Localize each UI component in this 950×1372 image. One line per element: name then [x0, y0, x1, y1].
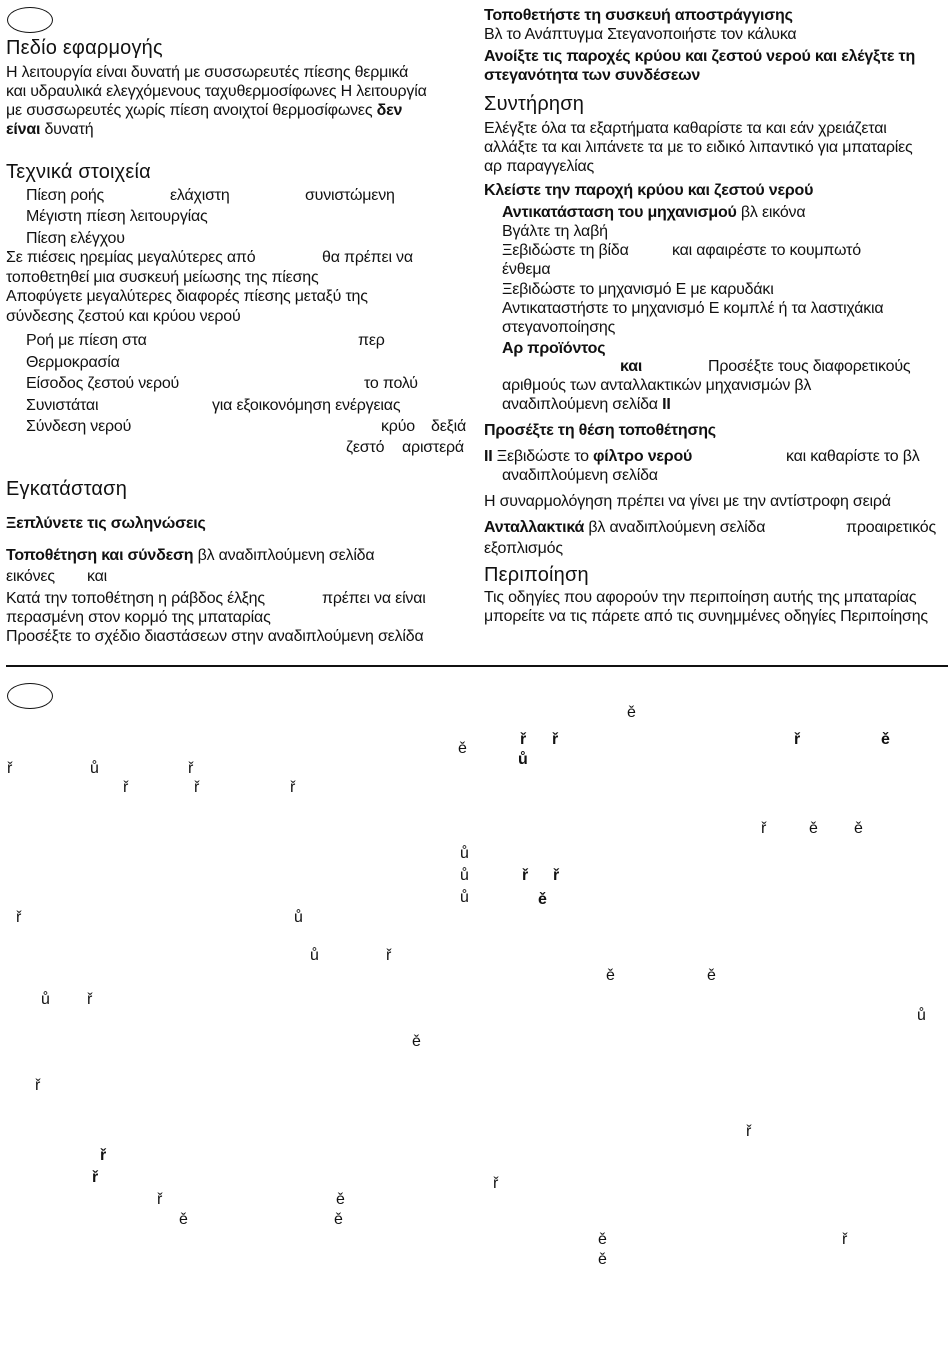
drain-line-2: Βλ το Ανάπτυγμα Στεγανοποιήστε τον κάλυκα: [484, 26, 797, 43]
static-pressure-text: Σε πιέσεις ηρεμίας μεγαλύτερες από: [6, 249, 256, 266]
glyph: ě: [881, 731, 890, 748]
static-pressure-text-b: θα πρέπει να: [322, 249, 413, 266]
connection-label: Σύνδεση νερού: [26, 418, 132, 435]
screw-line-1b: και αφαιρέστε το κουμπωτό: [672, 242, 861, 259]
replace-mech-1: Αντικαταστήστε το μηχανισμό Ε κομπλέ ή τα λαστιχάκια: [502, 300, 884, 317]
scope-line-1: Η λειτουργία είναι δυνατή με συσσωρευτές πίεσης θερμικά: [6, 64, 409, 81]
glyph: ř: [520, 731, 527, 748]
position-note: Προσέξτε τη θέση τοποθέτησης: [484, 422, 716, 439]
glyph: ř: [386, 947, 392, 964]
heading-scope: Πεδίο εφαρμογής: [6, 37, 163, 59]
maint-line-3: αρ παραγγελίας: [484, 158, 595, 175]
recommended-2-label: Συνιστάται: [26, 397, 99, 414]
equipment-word: εξοπλισμός: [484, 540, 563, 557]
recommended-label: συνιστώμενη: [305, 187, 395, 204]
avoid-text-2: σύνδεσης ζεστού και κρύου νερού: [6, 308, 241, 325]
hot-inlet-label: Είσοδος ζεστού νερού: [26, 375, 180, 392]
unscrew-line: Ξεβιδώστε το μηχανισμό Ε με καρυδάκι: [502, 281, 774, 298]
glyph: ř: [35, 1077, 41, 1094]
rod-line-2: περασμένη στον κορμό της μπαταρίας: [6, 609, 271, 626]
glyph: ě: [334, 1211, 343, 1228]
glyph: ř: [87, 991, 93, 1008]
flow-at-label: Ροή με πίεση στα: [26, 332, 147, 349]
screw-line-2: ένθεμα: [502, 261, 551, 278]
heading-technical: Τεχνικά στοιχεία: [6, 161, 151, 183]
glyph: ě: [412, 1033, 421, 1050]
glyph: ů: [460, 867, 469, 884]
reverse-note: Η συναρμολόγηση πρέπει να γίνει με την αντίστροφη σειρά: [484, 493, 891, 510]
heading-care: Περιποίηση: [484, 564, 589, 586]
glyph: ř: [552, 731, 559, 748]
heading-installation: Εγκατάσταση: [6, 478, 128, 500]
left-label: αριστερά: [402, 439, 464, 456]
glyph: ř: [553, 867, 560, 884]
close-supply: Κλείστε την παροχή κρύου και ζεστού νερού: [484, 182, 814, 199]
rod-line-1b: πρέπει να είναι: [322, 590, 426, 607]
maint-line-1: Ελέγξτε όλα τα εξαρτήματα καθαρίστε τα και εάν χρειάζεται: [484, 120, 887, 137]
glyph: ě: [538, 891, 547, 908]
glyph: ě: [707, 967, 716, 984]
maint-line-2: αλλάξτε τα και λιπάνετε τα με το ειδικό λιπαντικό για μπαταρίες: [484, 139, 913, 156]
scope-line-4: είναι δυνατή: [6, 121, 94, 138]
handle-line: Βγάλτε τη λαβή: [502, 223, 608, 240]
flow-pressure-label: Πίεση ροής: [26, 187, 105, 204]
cold-label: κρύο: [381, 418, 415, 435]
energy-label: για εξοικονόμηση ενέργειας: [212, 397, 401, 414]
glyph: ů: [917, 1007, 926, 1024]
glyph: ů: [518, 751, 528, 768]
test-pressure-label: Πίεση ελέγχου: [26, 230, 125, 247]
rod-line-1a: Κατά την τοποθέτηση η ράβδος έλξης: [6, 590, 265, 607]
language-badge: [7, 7, 53, 33]
approx-label: περ: [358, 332, 385, 349]
hot-label: ζεστό: [346, 439, 385, 456]
glyph: ř: [188, 760, 194, 777]
glyph: ů: [41, 991, 50, 1008]
glyph: ě: [336, 1191, 345, 1208]
section-divider: [6, 665, 948, 667]
heading-maintenance: Συντήρηση: [484, 93, 585, 115]
glyph: ř: [7, 760, 13, 777]
glyph: ů: [460, 845, 469, 862]
glyph: ě: [809, 820, 818, 837]
replace-line: Αντικατάσταση του μηχανισμού βλ εικόνα: [502, 204, 806, 221]
glyph: ř: [123, 779, 129, 796]
avoid-text-1: Αποφύγετε μεγαλύτερες διαφορές πίεσης μεταξύ της: [6, 288, 368, 305]
care-line-2: μπορείτε να τις πάρετε από τις συνημμένες οδηγίες Περιποίησης: [484, 608, 928, 625]
language-badge-2: [7, 683, 53, 709]
glyph: ů: [90, 760, 99, 777]
minimum-label: ελάχιστη: [170, 187, 230, 204]
glyph: ř: [842, 1231, 848, 1248]
glyph: ě: [458, 740, 467, 757]
glyph: ů: [310, 947, 319, 964]
product-number: Αρ προϊόντος: [502, 340, 606, 357]
right-label: δεξιά: [431, 418, 467, 435]
glyph: ř: [290, 779, 296, 796]
static-pressure-text-2: τοποθετηθεί μια συσκευή μείωσης της πίεσης: [6, 269, 319, 286]
glyph: ě: [854, 820, 863, 837]
mount-line-2a: εικόνες: [6, 568, 55, 585]
glyph: ě: [598, 1251, 607, 1268]
glyph: ě: [598, 1231, 607, 1248]
dimensions-note: Προσέξτε το σχέδιο διαστάσεων στην αναδιπλούμενη σελίδα: [6, 628, 424, 645]
scope-line-3: με συσσωρευτές χωρίς πίεση ανοιχτοί θερμοσίφωνες δεν: [6, 102, 403, 119]
glyph: ů: [294, 909, 303, 926]
note-line-2: αριθμούς των ανταλλακτικών μηχανισμών βλ: [502, 377, 812, 394]
glyph: ř: [493, 1175, 499, 1192]
max-pressure-label: Μέγιστη πίεση λειτουργίας: [26, 208, 208, 225]
glyph: ě: [179, 1211, 188, 1228]
glyph: ě: [627, 704, 636, 721]
spares-line: Ανταλλακτικά βλ αναδιπλούμενη σελίδα: [484, 519, 766, 536]
glyph: ř: [522, 867, 529, 884]
filter-line-2: αναδιπλούμενη σελίδα: [502, 467, 658, 484]
mount-line-1: Τοποθέτηση και σύνδεση βλ αναδιπλούμενη σελίδα: [6, 547, 375, 564]
screw-line-1a: Ξεβιδώστε τη βίδα: [502, 242, 629, 259]
filter-line-1: II Ξεβιδώστε το φίλτρο νερού: [484, 448, 693, 465]
open-line-2: στεγανότητα των συνδέσεων: [484, 67, 701, 84]
open-line-1: Ανοίξτε τις παροχές κρύου και ζεστού νερού και ελέγξτε τη: [484, 48, 916, 65]
filter-line-1-end: και καθαρίστε το βλ: [786, 448, 920, 465]
scope-line-2: και υδραυλικά ελεγχόμενους ταχυθερμοσίφωνες Η λειτουργία: [6, 83, 427, 100]
glyph: ř: [746, 1123, 752, 1140]
glyph: ř: [16, 909, 22, 926]
glyph: ů: [460, 889, 469, 906]
glyph: ř: [794, 731, 801, 748]
mount-line-2b: και: [87, 568, 108, 585]
max-label: το πολύ: [364, 375, 418, 392]
drain-heading: Τοποθετήστε τη συσκευή αποστράγγισης: [484, 7, 793, 24]
glyph: ř: [157, 1191, 163, 1208]
temperature-label: Θερμοκρασία: [26, 354, 120, 371]
flush-text: Ξεπλύνετε τις σωληνώσεις: [6, 515, 206, 532]
glyph: ě: [606, 967, 615, 984]
and-word: και: [620, 358, 643, 375]
care-line-1: Τις οδηγίες που αφορούν την περιποίηση αυτής της μπαταρίας: [484, 589, 917, 606]
replace-mech-2: στεγανοποίησης: [502, 319, 616, 336]
note-line-3: αναδιπλούμενη σελίδα II: [502, 396, 671, 413]
glyph: ř: [194, 779, 200, 796]
glyph: ř: [100, 1147, 107, 1164]
glyph: ř: [761, 820, 767, 837]
note-line-1: Προσέξτε τους διαφορετικούς: [708, 358, 911, 375]
optional-word: προαιρετικός: [846, 519, 936, 536]
glyph: ř: [92, 1169, 99, 1186]
